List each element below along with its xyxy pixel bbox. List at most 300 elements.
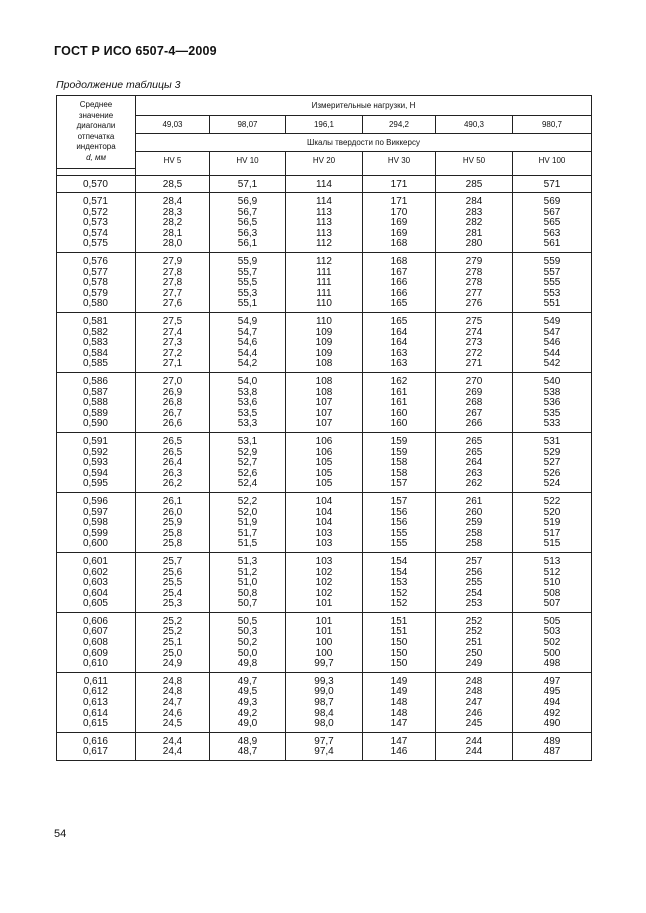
diagonal-value: 0,590: [82, 418, 108, 430]
hardness-value: 542: [543, 358, 561, 370]
hardness-value: 156: [390, 517, 408, 529]
hardness-cell: [210, 193, 286, 253]
diagonal-value: 0,586: [82, 376, 108, 387]
hardness-value: 28,0: [162, 238, 183, 250]
hardness-cell: [363, 432, 436, 492]
hardness-value: 109: [315, 347, 333, 359]
hardness-cell: [136, 432, 210, 492]
hardness-cell: [436, 732, 513, 760]
hardness-value: 277: [465, 287, 483, 299]
hardness-cell: [363, 373, 436, 433]
hardness-cell: [436, 373, 513, 433]
hardness-value: 487: [543, 746, 561, 758]
hardness-value: 168: [390, 238, 408, 250]
hardness-value: 278: [465, 266, 483, 278]
diagonal-value: 0,570: [82, 178, 108, 190]
hardness-value: 520: [543, 506, 561, 518]
table-row-group: [57, 552, 592, 612]
hardness-value: 54,2: [237, 358, 258, 370]
hardness-value: 533: [543, 418, 561, 430]
diagonal-value: 0,606: [82, 615, 108, 627]
header-line: диагонали: [76, 121, 116, 131]
hardness-cell: [436, 175, 513, 193]
hardness-value: 114: [316, 178, 332, 190]
hardness-value: 27,1: [162, 358, 183, 370]
hardness-value: 279: [465, 256, 483, 268]
hardness-value: 107: [315, 418, 333, 430]
hardness-value: 97,7: [314, 735, 334, 747]
hardness-value: 24,8: [162, 686, 183, 698]
hardness-value: 108: [315, 376, 333, 387]
hardness-value: 25,0: [162, 647, 183, 659]
hardness-value: 538: [543, 386, 561, 398]
hardness-value: 162: [390, 376, 408, 387]
hardness-value: 25,9: [162, 517, 183, 529]
hardness-cell: [210, 175, 286, 193]
hardness-cell: [363, 672, 436, 732]
hardness-value: 109: [315, 337, 333, 349]
hardness-value: 495: [543, 686, 561, 698]
hardness-value: 26,1: [162, 495, 183, 507]
hardness-value: 100: [315, 637, 333, 649]
hardness-value: 28,4: [162, 196, 183, 208]
hardness-value: 571: [543, 178, 561, 190]
hardness-value: 502: [543, 637, 561, 649]
hardness-cell: [363, 552, 436, 612]
hardness-value: 158: [390, 457, 408, 469]
hardness-value: 52,7: [237, 457, 258, 469]
hardness-value: 250: [465, 647, 483, 659]
header-line: значение: [78, 110, 114, 120]
hardness-value: 245: [465, 718, 483, 730]
hardness-value: 27,8: [162, 277, 183, 289]
hardness-value: 164: [390, 337, 408, 349]
hardness-value: 252: [465, 615, 483, 627]
hardness-value: 547: [543, 326, 561, 338]
diagonal-value: 0,602: [82, 566, 108, 578]
load-value: 196,1: [286, 116, 363, 134]
hardness-value: 50,5: [237, 615, 258, 627]
hardness-value: 490: [543, 718, 561, 730]
load-value: 98,07: [210, 116, 286, 134]
hardness-value: 25,8: [162, 538, 183, 550]
hardness-value: 531: [543, 435, 561, 447]
hardness-value: 152: [390, 587, 408, 599]
hardness-value: 113: [316, 227, 332, 239]
hardness-cell: [363, 492, 436, 552]
hardness-value: 25,2: [162, 615, 183, 627]
hardness-value: 103: [315, 555, 333, 567]
hardness-value: 544: [543, 347, 561, 359]
hardness-value: 249: [465, 658, 483, 670]
hardness-value: 160: [390, 418, 408, 430]
hardness-value: 563: [543, 227, 561, 239]
hardness-value: 271: [465, 358, 483, 370]
hardness-value: 52,0: [237, 506, 258, 518]
hardness-cell: [210, 253, 286, 313]
hardness-value: 546: [543, 337, 561, 349]
table-caption: Продолжение таблицы 3: [56, 79, 181, 91]
hardness-value: 260: [465, 506, 483, 518]
hardness-value: 158: [390, 467, 408, 479]
hardness-cell: [436, 432, 513, 492]
diagonal-value: 0,585: [82, 358, 108, 370]
hardness-value: 527: [543, 457, 561, 469]
hardness-value: 159: [390, 446, 408, 458]
hardness-cell: [136, 175, 210, 193]
hardness-value: 98,0: [314, 718, 334, 730]
hardness-cell: [513, 373, 592, 433]
header-line: Среднее: [79, 99, 113, 109]
hardness-value: 28,5: [162, 178, 183, 190]
hardness-value: 56,7: [237, 206, 258, 218]
hardness-value: 26,3: [162, 467, 183, 479]
hardness-cell: [513, 175, 592, 193]
hardness-value: 25,7: [162, 555, 183, 567]
hardness-value: 25,3: [162, 598, 183, 610]
hardness-value: 113: [316, 217, 332, 229]
hardness-cell: [136, 732, 210, 760]
hardness-value: 507: [543, 598, 561, 610]
hardness-value: 505: [543, 615, 561, 627]
load-value: 980,7: [513, 116, 592, 134]
diagonal-value: 0,597: [82, 506, 108, 518]
hardness-cell: [136, 373, 210, 433]
hardness-value: 48,7: [237, 746, 258, 758]
hardness-value: 50,3: [237, 626, 258, 638]
diagonal-value: 0,576: [82, 256, 108, 268]
hardness-value: 56,1: [237, 238, 258, 250]
hardness-cell: [363, 253, 436, 313]
diagonal-cell: [57, 612, 136, 672]
hardness-value: 161: [390, 397, 408, 409]
hardness-value: 266: [465, 418, 483, 430]
hardness-value: 26,8: [162, 397, 183, 409]
hardness-value: 512: [543, 566, 561, 578]
hardness-value: 27,6: [162, 298, 183, 310]
hardness-cell: [513, 432, 592, 492]
hardness-value: 99,3: [314, 675, 334, 687]
hardness-value: 105: [315, 467, 333, 479]
hardness-value: 147: [390, 718, 408, 730]
hardness-value: 106: [315, 446, 333, 458]
hardness-cell: [286, 492, 363, 552]
hardness-value: 51,5: [237, 538, 258, 550]
diagonal-value: 0,598: [82, 517, 108, 529]
hardness-value: 25,6: [162, 566, 183, 578]
hardness-value: 49,3: [237, 697, 258, 709]
hardness-cell: [286, 175, 363, 193]
scale-label: HV 100: [513, 152, 592, 169]
hardness-value: 251: [465, 637, 483, 649]
hardness-value: 26,5: [162, 435, 183, 447]
hardness-cell: [436, 672, 513, 732]
hardness-cell: [436, 193, 513, 253]
hardness-value: 567: [543, 206, 561, 218]
hardness-cell: [363, 612, 436, 672]
hardness-value: 150: [390, 658, 408, 670]
hardness-value: 111: [316, 277, 332, 289]
hardness-value: 255: [465, 577, 483, 589]
hardness-cell: [136, 552, 210, 612]
hardness-value: 261: [465, 495, 483, 507]
hardness-value: 559: [543, 256, 561, 268]
hardness-value: 49,2: [237, 707, 258, 719]
hardness-value: 55,1: [237, 298, 258, 310]
hardness-value: 246: [465, 707, 483, 719]
diagonal-value: 0,579: [82, 287, 108, 299]
document-title: ГОСТ Р ИСО 6507-4—2009: [54, 44, 217, 58]
hardness-value: 109: [315, 326, 333, 338]
diagonal-cell: [57, 193, 136, 253]
hardness-value: 53,6: [237, 397, 258, 409]
hardness-value: 280: [465, 238, 483, 250]
diagonal-value: 0,594: [82, 467, 108, 479]
hardness-value: 49,5: [237, 686, 258, 698]
hardness-value: 99,0: [314, 686, 334, 698]
hardness-value: 244: [465, 746, 483, 758]
hardness-value: 503: [543, 626, 561, 638]
hardness-value: 25,8: [162, 527, 183, 539]
hardness-value: 105: [315, 478, 333, 490]
hardness-value: 510: [543, 577, 561, 589]
hardness-value: 114: [316, 196, 332, 208]
hardness-value: 265: [465, 435, 483, 447]
hardness-value: 524: [543, 478, 561, 490]
hardness-value: 148: [390, 697, 408, 709]
hardness-value: 52,9: [237, 446, 258, 458]
hardness-cell: [513, 612, 592, 672]
hardness-cell: [363, 193, 436, 253]
hardness-value: 154: [390, 566, 408, 578]
hardness-value: 26,0: [162, 506, 183, 518]
hardness-value: 149: [390, 686, 408, 698]
diagonal-value: 0,615: [82, 718, 108, 730]
hardness-cell: [136, 253, 210, 313]
scale-label: HV 10: [210, 152, 286, 169]
hardness-value: 50,7: [237, 598, 258, 610]
hardness-value: 27,9: [162, 256, 183, 268]
hardness-value: 106: [315, 435, 333, 447]
hardness-value: 26,9: [162, 386, 183, 398]
hardness-cell: [136, 612, 210, 672]
hardness-value: 535: [543, 407, 561, 419]
hardness-value: 150: [390, 637, 408, 649]
hardness-value: 103: [315, 538, 333, 550]
hardness-value: 150: [390, 647, 408, 659]
hardness-value: 156: [390, 506, 408, 518]
hardness-cell: [210, 732, 286, 760]
hardness-cell: [286, 373, 363, 433]
hardness-cell: [513, 253, 592, 313]
hardness-cell: [286, 313, 363, 373]
diagonal-value: 0,572: [82, 206, 108, 218]
hardness-value: 258: [465, 538, 483, 550]
hardness-value: 27,8: [162, 266, 183, 278]
hardness-value: 164: [390, 326, 408, 338]
table-row-group: [57, 193, 592, 253]
diagonal-value: 0,582: [82, 326, 108, 338]
hardness-value: 155: [390, 538, 408, 550]
diagonal-value: 0,571: [82, 196, 108, 208]
hardness-value: 26,5: [162, 446, 183, 458]
hardness-cell: [436, 313, 513, 373]
hardness-value: 569: [543, 196, 561, 208]
hardness-value: 515: [543, 538, 561, 550]
hardness-value: 49,8: [237, 658, 258, 670]
hardness-value: 265: [465, 446, 483, 458]
hardness-value: 285: [465, 178, 483, 190]
hardness-value: 268: [465, 397, 483, 409]
hardness-value: 102: [315, 566, 333, 578]
hardness-value: 275: [465, 316, 483, 328]
hardness-value: 153: [390, 577, 408, 589]
hardness-value: 54,9: [237, 316, 258, 328]
hardness-value: 170: [390, 206, 408, 218]
hardness-value: 54,6: [237, 337, 258, 349]
hardness-value: 494: [543, 697, 561, 709]
hardness-value: 24,6: [162, 707, 183, 719]
hardness-cell: [436, 253, 513, 313]
hardness-value: 267: [465, 407, 483, 419]
diagonal-value: 0,607: [82, 626, 108, 638]
hardness-value: 272: [465, 347, 483, 359]
diagonal-value: 0,583: [82, 337, 108, 349]
loads-header: Измерительные нагрузки, Н: [136, 96, 592, 116]
hardness-value: 283: [465, 206, 483, 218]
header-line: отпечатка: [77, 131, 115, 141]
hardness-cell: [286, 552, 363, 612]
header-line: d, мм: [86, 152, 106, 162]
hardness-cell: [286, 193, 363, 253]
load-value: 490,3: [436, 116, 513, 134]
hardness-value: 111: [316, 266, 332, 278]
hardness-cell: [136, 313, 210, 373]
diagonal-value: 0,603: [82, 577, 108, 589]
hardness-value: 281: [465, 227, 483, 239]
hardness-value: 24,7: [162, 697, 183, 709]
hardness-value: 166: [390, 277, 408, 289]
hardness-value: 269: [465, 386, 483, 398]
hardness-value: 168: [390, 256, 408, 268]
diagonal-value: 0,587: [82, 386, 108, 398]
hardness-value: 259: [465, 517, 483, 529]
hardness-value: 498: [543, 658, 561, 670]
hardness-value: 113: [316, 206, 332, 218]
diagonal-value: 0,617: [82, 746, 108, 758]
hardness-value: 99,7: [314, 658, 334, 670]
hardness-cell: [286, 612, 363, 672]
hardness-value: 489: [543, 735, 561, 747]
hardness-value: 51,7: [237, 527, 258, 539]
hardness-value: 169: [390, 227, 408, 239]
hardness-cell: [286, 732, 363, 760]
hardness-value: 284: [465, 196, 483, 208]
diagonal-value: 0,581: [82, 316, 108, 328]
hardness-value: 492: [543, 707, 561, 719]
diagonal-value: 0,573: [82, 217, 108, 229]
hardness-cell: [436, 492, 513, 552]
hardness-value: 53,5: [237, 407, 258, 419]
diagonal-value: 0,611: [83, 675, 108, 687]
hardness-value: 151: [390, 615, 408, 627]
diagonal-cell: [57, 732, 136, 760]
hardness-cell: [513, 492, 592, 552]
hardness-value: 154: [390, 555, 408, 567]
diagonal-value: 0,605: [82, 598, 108, 610]
diagonal-value: 0,595: [82, 478, 108, 490]
hardness-value: 51,3: [237, 555, 258, 567]
hardness-value: 278: [465, 277, 483, 289]
hardness-value: 561: [543, 238, 561, 250]
hardness-value: 264: [465, 457, 483, 469]
hardness-value: 50,2: [237, 637, 258, 649]
hardness-value: 244: [465, 735, 483, 747]
diagonal-column-header: [57, 96, 136, 169]
load-value: 49,03: [136, 116, 210, 134]
hardness-value: 26,4: [162, 457, 183, 469]
hardness-cell: [513, 193, 592, 253]
scale-label: HV 50: [436, 152, 513, 169]
hardness-value: 24,8: [162, 675, 183, 687]
hardness-value: 55,9: [237, 256, 258, 268]
hardness-cell: [286, 432, 363, 492]
table-row-group: [57, 432, 592, 492]
hardness-value: 248: [465, 675, 483, 687]
diagonal-value: 0,604: [82, 587, 108, 599]
hardness-cell: [363, 175, 436, 193]
hardness-value: 247: [465, 697, 483, 709]
hardness-value: 55,7: [237, 266, 258, 278]
hardness-value: 157: [390, 478, 408, 490]
hardness-value: 49,0: [237, 718, 258, 730]
hardness-value: 50,8: [237, 587, 258, 599]
hardness-value: 526: [543, 467, 561, 479]
diagonal-value: 0,591: [82, 435, 108, 447]
hardness-value: 53,8: [237, 386, 258, 398]
hardness-value: 25,1: [162, 637, 183, 649]
hardness-cell: [210, 373, 286, 433]
table-row-group: [57, 732, 592, 760]
hardness-cell: [513, 672, 592, 732]
hardness-value: 103: [315, 527, 333, 539]
diagonal-value: 0,614: [82, 707, 108, 719]
table-body: [57, 175, 592, 761]
hardness-value: 256: [465, 566, 483, 578]
table-row-group: [57, 373, 592, 433]
hardness-value: 107: [315, 407, 333, 419]
hardness-value: 56,5: [237, 217, 258, 229]
hardness-value: 165: [390, 316, 408, 328]
header-line: индентора: [76, 142, 116, 152]
hardness-cell: [286, 253, 363, 313]
hardness-value: 553: [543, 287, 561, 299]
hardness-value: 104: [315, 517, 333, 529]
diagonal-value: 0,596: [82, 495, 108, 507]
hardness-value: 254: [465, 587, 483, 599]
hardness-value: 273: [465, 337, 483, 349]
hardness-value: 27,7: [162, 287, 183, 299]
hardness-value: 26,7: [162, 407, 183, 419]
hardness-value: 101: [315, 598, 333, 610]
hardness-value: 24,4: [162, 746, 183, 758]
hardness-cell: [136, 672, 210, 732]
hardness-value: 557: [543, 266, 561, 278]
hardness-value: 517: [543, 527, 561, 539]
scale-label: HV 20: [286, 152, 363, 169]
hardness-value: 26,6: [162, 418, 183, 430]
diagonal-value: 0,580: [82, 298, 108, 310]
